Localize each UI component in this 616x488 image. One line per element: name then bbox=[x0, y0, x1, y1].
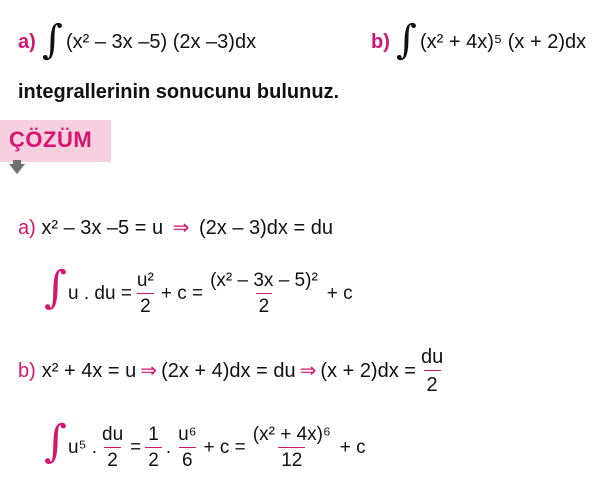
fraction-denominator: 2 bbox=[137, 293, 154, 318]
solution-b-line2 bbox=[68, 424, 366, 472]
fraction-denominator: 6 bbox=[179, 447, 196, 472]
fraction-denominator: 2 bbox=[256, 293, 273, 318]
part-a-label: a) bbox=[18, 31, 36, 53]
solution-b-rewrite: (x + 2)dx = bbox=[320, 360, 416, 382]
fraction-denominator: 12 bbox=[278, 447, 305, 472]
solution-b-differential: (2x + 4)dx = du bbox=[161, 360, 296, 382]
fraction-denominator: 2 bbox=[104, 447, 121, 472]
implies-arrow: ⇒ bbox=[140, 360, 158, 382]
integral-sign: ∫ bbox=[42, 17, 63, 63]
integral-sign: ∫ bbox=[44, 416, 67, 467]
implies-arrow: ⇒ bbox=[299, 360, 317, 382]
integral-sign: ∫ bbox=[396, 17, 417, 63]
solution-a-line2 bbox=[68, 270, 353, 318]
implies-arrow: ⇒ bbox=[172, 217, 190, 239]
solution-title: ÇÖZÜM bbox=[9, 127, 93, 152]
fraction-numerator: (x² – 3x – 5)² bbox=[210, 270, 318, 291]
fraction-denominator: 2 bbox=[424, 370, 441, 397]
fraction-numerator: (x² + 4x)⁶ bbox=[252, 424, 331, 445]
part-b-label: b) bbox=[371, 31, 390, 53]
part-b-expression: (x² + 4x)⁵ (x + 2)dx bbox=[420, 31, 587, 53]
solution-b-label: b) bbox=[18, 360, 36, 382]
solution-a-differential: (2x – 3)dx = du bbox=[199, 217, 333, 239]
fraction bbox=[175, 424, 199, 472]
solution-b-integrand: u⁵ . bbox=[68, 437, 98, 458]
fraction-denominator: 2 bbox=[145, 447, 162, 472]
down-arrow-icon bbox=[9, 164, 25, 174]
plus-c: + c bbox=[339, 437, 366, 458]
fraction-numerator: 1 bbox=[148, 424, 159, 445]
fraction-numerator: du bbox=[102, 424, 124, 445]
solution-a-substitution: x² – 3x –5 = u bbox=[41, 217, 164, 239]
part-a-expression: (x² – 3x –5) (2x –3)dx bbox=[66, 31, 257, 53]
fraction bbox=[145, 424, 162, 472]
fraction-numerator: u² bbox=[136, 270, 154, 291]
solution-a-line1 bbox=[18, 216, 333, 240]
fraction bbox=[99, 424, 126, 472]
plus-c-equals: + c = bbox=[203, 437, 246, 458]
dot-operator: . bbox=[165, 437, 172, 458]
fraction bbox=[250, 424, 334, 472]
solution-b-line1 bbox=[18, 345, 448, 397]
solution-a-label: a) bbox=[18, 217, 36, 239]
fraction bbox=[134, 270, 157, 318]
solution-a-integrand: u . du = bbox=[68, 283, 132, 304]
fraction-numerator: du bbox=[420, 346, 444, 368]
solution-b-substitution: x² + 4x = u bbox=[41, 360, 137, 382]
fraction-numerator: u⁶ bbox=[178, 424, 197, 445]
fraction bbox=[418, 345, 446, 397]
instruction-text: integrallerinin sonucunu bulunuz. bbox=[18, 81, 340, 103]
plus-c-equals: + c = bbox=[160, 283, 204, 304]
fraction bbox=[207, 270, 321, 318]
equals-sign: = bbox=[130, 437, 142, 458]
plus-c: + c bbox=[326, 283, 353, 304]
integral-sign: ∫ bbox=[44, 262, 67, 313]
